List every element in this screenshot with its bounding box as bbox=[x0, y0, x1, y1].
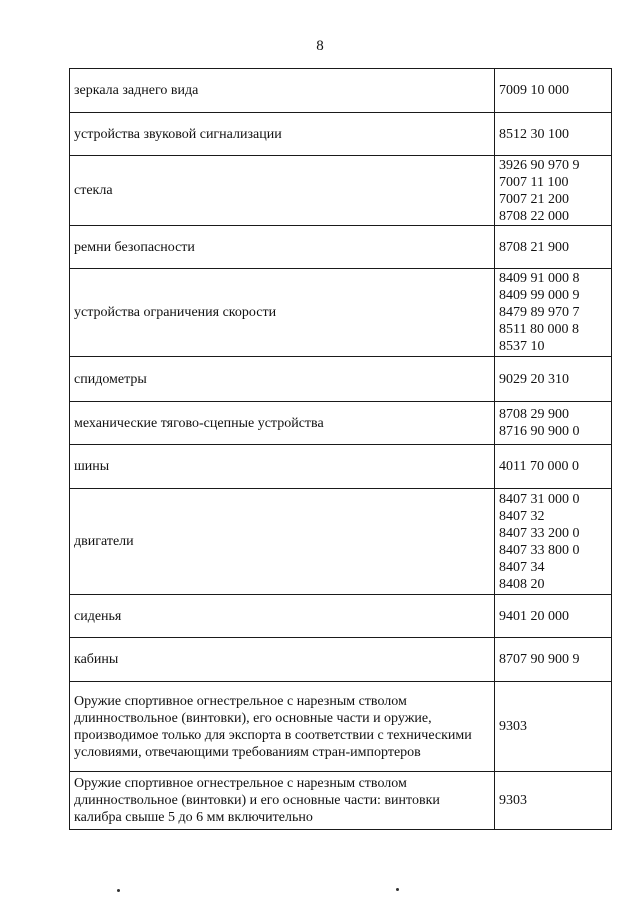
code-cell bbox=[495, 638, 612, 682]
item-name: Оружие спортивное огнестрельное с нарезным стволом длинноствольное (винтовки) и его основные части: винтовки калибра свыше 5 до 6 мм включительно bbox=[74, 776, 440, 825]
code-value: 8407 32 bbox=[499, 508, 545, 524]
code-value: 8407 34 bbox=[499, 559, 545, 575]
code-value: 8407 33 800 0 bbox=[499, 542, 580, 558]
item-name-cell bbox=[70, 69, 495, 113]
code-value: 7007 11 100 bbox=[499, 174, 569, 190]
code-value: 8479 89 970 7 bbox=[499, 305, 580, 320]
table-row bbox=[70, 772, 612, 830]
item-name-cell bbox=[70, 595, 495, 638]
code-cell bbox=[495, 489, 612, 595]
item-name: Оружие спортивное огнестрельное с нарезным стволом длинноствольное (винтовки), его основные части и оружие, производимое только для экспорта в соответствии с техническими условиями, отвечающими требованиям стран-импортеров bbox=[74, 693, 472, 760]
code-cell bbox=[495, 595, 612, 638]
code-cell bbox=[495, 772, 612, 830]
code-cell bbox=[495, 445, 612, 489]
item-name: кабины bbox=[74, 652, 119, 667]
code-value: 9303 bbox=[499, 719, 527, 734]
code-cell bbox=[495, 69, 612, 113]
code-value: 8708 22 000 bbox=[499, 208, 569, 224]
code-cell bbox=[495, 682, 612, 772]
item-name-cell bbox=[70, 226, 495, 269]
page-number: 8 bbox=[316, 38, 324, 54]
item-name-cell bbox=[70, 357, 495, 402]
code-cell bbox=[495, 357, 612, 402]
code-value: 8511 80 000 8 bbox=[499, 322, 579, 337]
item-name-cell bbox=[70, 269, 495, 357]
item-name: устройства звуковой сигнализации bbox=[74, 126, 282, 142]
item-name: устройства ограничения скорости bbox=[74, 305, 277, 320]
item-name-cell bbox=[70, 489, 495, 595]
code-value: 8512 30 100 bbox=[499, 126, 569, 142]
code-value: 8708 29 900 bbox=[499, 407, 569, 422]
table-row bbox=[70, 595, 612, 638]
item-name: сиденья bbox=[74, 608, 122, 624]
table-row bbox=[70, 113, 612, 156]
scan-speck bbox=[117, 889, 120, 892]
item-name-cell bbox=[70, 682, 495, 772]
table-row bbox=[70, 269, 612, 357]
table-row bbox=[70, 69, 612, 113]
scan-speck bbox=[396, 888, 399, 891]
item-name-cell bbox=[70, 772, 495, 830]
item-name-cell bbox=[70, 156, 495, 226]
code-value: 7007 21 200 bbox=[499, 191, 569, 207]
item-name-cell bbox=[70, 638, 495, 682]
code-value: 8708 21 900 bbox=[499, 239, 569, 255]
table-row bbox=[70, 357, 612, 402]
code-value: 8707 90 900 9 bbox=[499, 652, 580, 667]
item-name-cell bbox=[70, 113, 495, 156]
code-value: 8408 20 bbox=[499, 576, 545, 592]
item-name-cell bbox=[70, 445, 495, 489]
code-cell bbox=[495, 269, 612, 357]
code-value: 4011 70 000 0 bbox=[499, 459, 579, 474]
item-name: двигатели bbox=[74, 534, 134, 549]
code-value: 9303 bbox=[499, 793, 527, 808]
code-cell bbox=[495, 226, 612, 269]
item-name: стекла bbox=[74, 183, 113, 198]
table-row bbox=[70, 489, 612, 595]
table-row bbox=[70, 445, 612, 489]
table-row bbox=[70, 638, 612, 682]
code-value: 9401 20 000 bbox=[499, 608, 569, 624]
item-name: механические тягово-сцепные устройства bbox=[74, 415, 324, 431]
code-value: 7009 10 000 bbox=[499, 83, 569, 98]
goods-code-table bbox=[69, 68, 612, 830]
table-row bbox=[70, 226, 612, 269]
item-name-cell bbox=[70, 402, 495, 445]
code-cell bbox=[495, 402, 612, 445]
code-cell bbox=[495, 113, 612, 156]
code-cell bbox=[495, 156, 612, 226]
code-value: 8407 33 200 0 bbox=[499, 525, 580, 541]
code-value: 8409 91 000 8 bbox=[499, 271, 580, 286]
code-value: 3926 90 970 9 bbox=[499, 157, 580, 173]
item-name: ремни безопасности bbox=[74, 239, 195, 255]
table-row bbox=[70, 682, 612, 772]
code-value: 8537 10 bbox=[499, 339, 545, 354]
code-value: 8407 31 000 0 bbox=[499, 491, 580, 507]
table-row bbox=[70, 156, 612, 226]
code-value: 8409 99 000 9 bbox=[499, 288, 580, 303]
code-value: 8716 90 900 0 bbox=[499, 424, 580, 439]
table-row bbox=[70, 402, 612, 445]
item-name: шины bbox=[74, 459, 110, 474]
item-name: спидометры bbox=[74, 371, 147, 387]
code-value: 9029 20 310 bbox=[499, 371, 569, 387]
item-name: зеркала заднего вида bbox=[74, 83, 199, 98]
